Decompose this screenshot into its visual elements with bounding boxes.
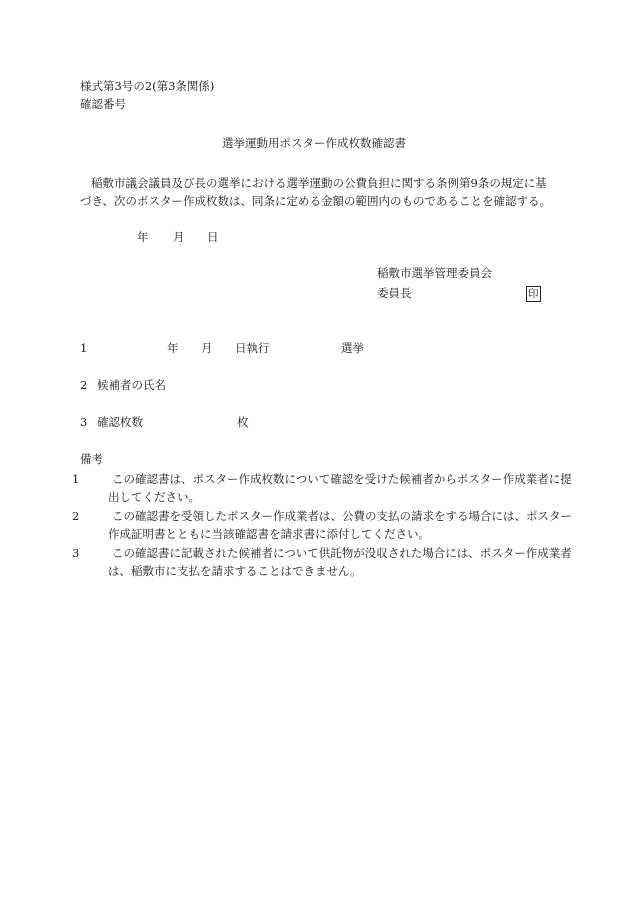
issuer-chair: 委員長	[377, 286, 412, 300]
item-1-year: 年	[167, 341, 179, 355]
item-1-election: 選挙	[341, 341, 364, 355]
document-title: 選挙運動用ポスター作成枚数確認書	[222, 136, 406, 150]
remark-item-2	[72, 507, 574, 543]
date-year: 年	[137, 230, 149, 244]
item-2-label: 候補者の氏名	[97, 378, 166, 392]
item-1-month: 月	[201, 341, 213, 355]
remark-item-3	[72, 544, 574, 580]
seal-label: 印	[528, 288, 539, 300]
remark-3-number: 3	[72, 546, 80, 560]
remark-1-number: 1	[72, 472, 80, 486]
item-1-day-exec: 日執行	[235, 341, 270, 355]
remark-1-text: この確認書は、ポスター作成枚数について確認を受けた候補者からポスター作成業者に提出してください。	[108, 472, 572, 504]
remark-3-text: この確認書に記載された候補者について供託物が没収された場合には、ポスター作成業者は、稲敷市に支払を請求することはできません。	[108, 546, 572, 578]
remark-2-number: 2	[72, 509, 80, 523]
item-1-number: 1	[80, 341, 88, 355]
item-3-unit: 枚	[237, 415, 249, 429]
remarks-heading: 備考	[80, 452, 103, 466]
date-month: 月	[173, 230, 185, 244]
item-3-number: 3	[80, 415, 88, 429]
remark-2-text: この確認書を受領したポスター作成業者は、公費の支払の請求をする場合には、ポスター作成証明書とともに当該確認書を請求書に添付してください。	[108, 509, 572, 541]
seal-mark	[526, 286, 541, 302]
item-2-number: 2	[80, 378, 88, 392]
date-day: 日	[207, 230, 219, 244]
body-paragraph: 稲敷市議会議員及び長の選挙における選挙運動の公費負担に関する条例第9条の規定に基づき、次のポスター作成枚数は、同条に定める金額の範囲内のものであることを確認する。	[80, 176, 552, 208]
form-id: 様式第3号の2(第3条関係)	[80, 79, 215, 93]
item-3-label: 確認枚数	[97, 415, 143, 429]
remark-item-1	[72, 470, 574, 506]
issuer-org: 稲敷市選挙管理委員会	[377, 266, 492, 280]
confirm-number-label: 確認番号	[80, 97, 126, 111]
